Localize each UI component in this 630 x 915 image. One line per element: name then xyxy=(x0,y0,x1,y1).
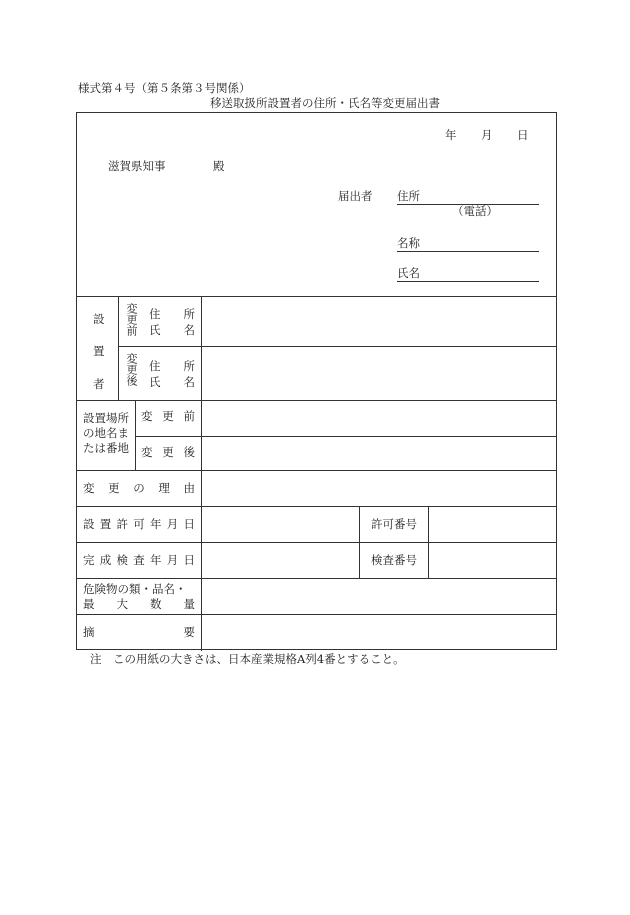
name-label: 氏名 xyxy=(397,266,420,280)
remarks-label: 摘 要 xyxy=(83,625,195,639)
installer-label: 設 置 者 xyxy=(93,312,105,391)
company-line[interactable] xyxy=(397,251,539,252)
permit-date-label: 設 置 許 可 年 月 日 xyxy=(83,517,195,531)
divider xyxy=(118,346,556,347)
inspection-date-label: 完 成 検 査 年 月 日 xyxy=(83,553,195,567)
divider xyxy=(77,614,556,615)
name-line[interactable] xyxy=(397,281,539,282)
change-after-label: 変 更 後 xyxy=(141,445,195,459)
divider xyxy=(201,296,202,651)
reason-label: 変 更 の 理 由 xyxy=(83,481,195,495)
addressee: 滋賀県知事 xyxy=(108,159,166,173)
address-label: 住所 xyxy=(397,189,420,203)
location-label: 設置場所 の地名ま たは番地 xyxy=(83,411,129,455)
hazmat-label: 危険物の類・品名・ xyxy=(83,582,187,596)
address-field-after: 住 所 xyxy=(149,359,195,373)
divider xyxy=(77,296,556,297)
divider xyxy=(77,506,556,507)
form-code: 様式第４号（第５条第３号関係） xyxy=(78,81,251,95)
footnote: 注 この用紙の大きさは、日本産業規格A列4番とすること。 xyxy=(90,652,405,666)
divider xyxy=(77,578,556,579)
before-label: 変更前 xyxy=(125,303,138,336)
divider xyxy=(428,506,429,578)
company-label: 名称 xyxy=(397,236,420,250)
divider xyxy=(118,296,119,400)
divider xyxy=(77,542,556,543)
date-month-label: 月 xyxy=(481,128,493,142)
phone-label: （電話） xyxy=(452,204,498,218)
divider xyxy=(135,436,556,437)
divider xyxy=(77,470,556,471)
divider xyxy=(359,506,360,578)
date-day-label: 日 xyxy=(517,128,529,142)
form-table xyxy=(76,112,557,650)
permit-number-label: 許可番号 xyxy=(371,517,417,531)
inspection-number-label: 検査番号 xyxy=(371,553,417,567)
change-before-label: 変 更 前 xyxy=(141,409,195,423)
divider xyxy=(135,400,136,470)
document-title: 移送取扱所設置者の住所・氏名等変更届出書 xyxy=(210,96,440,110)
date-year-label: 年 xyxy=(445,128,457,142)
applicant-label: 届出者 xyxy=(338,189,373,203)
address-field-before: 住 所 xyxy=(149,307,195,321)
name-field-after: 氏 名 xyxy=(149,375,195,389)
after-label: 変更後 xyxy=(125,353,138,386)
name-field-before: 氏 名 xyxy=(149,323,195,337)
honorific: 殿 xyxy=(213,159,225,173)
divider xyxy=(77,400,556,401)
max-quantity-label: 最 大 数 量 xyxy=(83,597,195,611)
